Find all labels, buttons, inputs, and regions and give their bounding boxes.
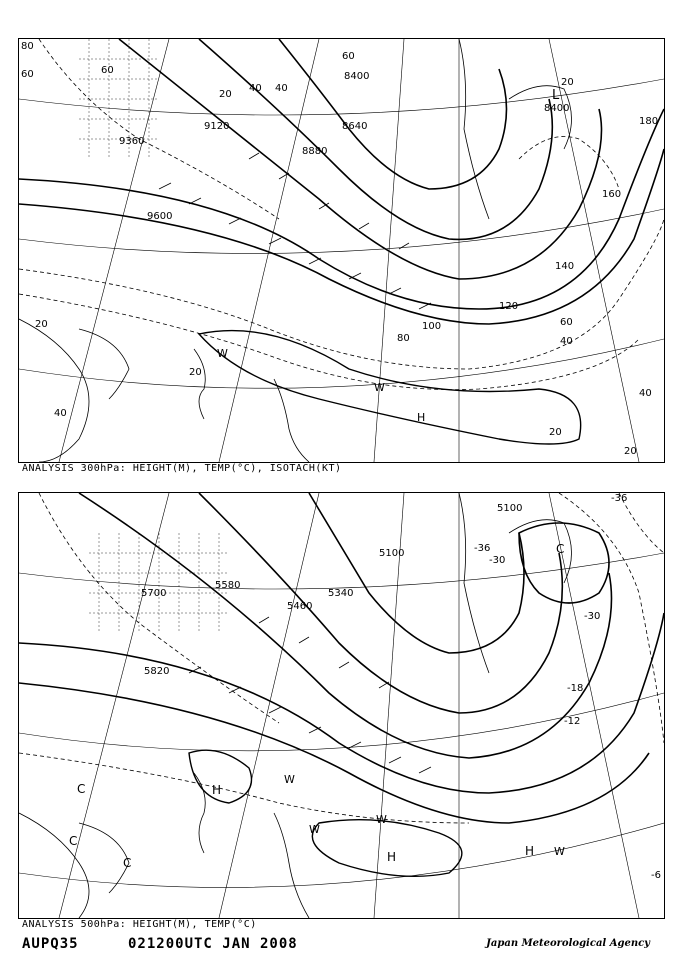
cold-center-a: C [556, 542, 565, 556]
temp-label-minus12: -12 [564, 716, 581, 727]
isotach-label-60: 60 [342, 51, 355, 62]
isotach-label-20b: 20 [189, 367, 202, 378]
corner-label-80: 80 [21, 41, 34, 52]
temp-label-minus36: -36 [611, 493, 628, 504]
isotach-label-180: 180 [639, 116, 659, 127]
height-label-5100b: 5100 [379, 548, 405, 559]
warm-center-c: W [376, 813, 387, 826]
height-label-5580: 5580 [215, 580, 241, 591]
map-500hpa-svg [19, 493, 664, 918]
analysis-300hpa-map [18, 38, 665, 463]
isotach-label-40: 40 [249, 83, 262, 94]
corner-label-40: 40 [275, 83, 288, 94]
height-label-5100a: 5100 [497, 503, 523, 514]
temp-label-minus18: -18 [567, 683, 584, 694]
graticule [19, 493, 664, 918]
warm-center-b: W [309, 823, 320, 836]
height-label-9600: 9600 [147, 211, 173, 222]
isotach-label-160: 160 [602, 189, 622, 200]
agency-credit: Japan Meteorological Agency [486, 938, 650, 949]
corner-label-60: 60 [21, 69, 34, 80]
isotach-label-60b: 60 [560, 317, 573, 328]
temp-label-minus36b: -36 [474, 543, 491, 554]
high-center-b: H [387, 850, 397, 864]
isotach-label-100: 100 [422, 321, 442, 332]
warm-center-d: W [554, 845, 565, 858]
bottom-labels [69, 493, 661, 881]
temp-label-minus30a: -30 [489, 555, 506, 566]
isotach-label-120: 120 [499, 301, 519, 312]
warm-center-a: W [217, 347, 228, 360]
corner-label-60b: 60 [101, 65, 114, 76]
caption-300hpa: ANALYSIS 300hPa: HEIGHT(M), TEMP(°C), ISOTACH(KT) [22, 463, 342, 474]
height-label-8880: 8880 [302, 146, 328, 157]
valid-time: 021200UTC JAN 2008 [128, 936, 298, 952]
height-label-5460: 5460 [287, 601, 313, 612]
isotach-label-80: 80 [397, 333, 410, 344]
isotach-label-20d: 20 [624, 446, 637, 457]
high-center-a: H [212, 783, 222, 797]
high-center-c: H [525, 844, 535, 858]
isotach-label-20e: 20 [35, 319, 48, 330]
cold-center-b: C [77, 782, 86, 796]
temp-label-minus30b: -30 [584, 611, 601, 622]
product-code: AUPQ35 [22, 936, 79, 952]
isotach-label-40d: 40 [54, 408, 67, 419]
height-label-9360: 9360 [119, 136, 145, 147]
warm-center-a: W [284, 773, 295, 786]
coastlines [19, 39, 575, 462]
corner-label-20: 20 [561, 77, 574, 88]
high-center: H [417, 411, 426, 424]
height-label-8640: 8640 [342, 121, 368, 132]
isotach-label-40c: 40 [639, 388, 652, 399]
height-label-5700: 5700 [141, 588, 167, 599]
height-contours [19, 493, 664, 823]
map-300hpa-svg [19, 39, 664, 462]
height-label-5820: 5820 [144, 666, 170, 677]
temperature-contours [19, 493, 664, 823]
high-outline [199, 331, 581, 444]
isotach-label-20: 20 [219, 89, 232, 100]
cold-center-c: C [69, 834, 78, 848]
height-label-8400b: 8400 [544, 103, 570, 114]
cold-center-d: C [123, 856, 132, 870]
caption-500hpa: ANALYSIS 500hPa: HEIGHT(M), TEMP(°C) [22, 919, 257, 930]
warm-center-b: W [374, 381, 385, 394]
height-label-9120: 9120 [204, 121, 230, 132]
isotach-label-20c: 20 [549, 427, 562, 438]
height-label-8400a: 8400 [344, 71, 370, 82]
height-label-5340: 5340 [328, 588, 354, 599]
isotach-label-40b: 40 [560, 336, 573, 347]
analysis-500hpa-map [18, 492, 665, 919]
high-outline [189, 750, 462, 876]
isotach-label-140: 140 [555, 261, 575, 272]
low-center: L [552, 88, 560, 103]
temp-label-minus6: -6 [651, 870, 661, 881]
